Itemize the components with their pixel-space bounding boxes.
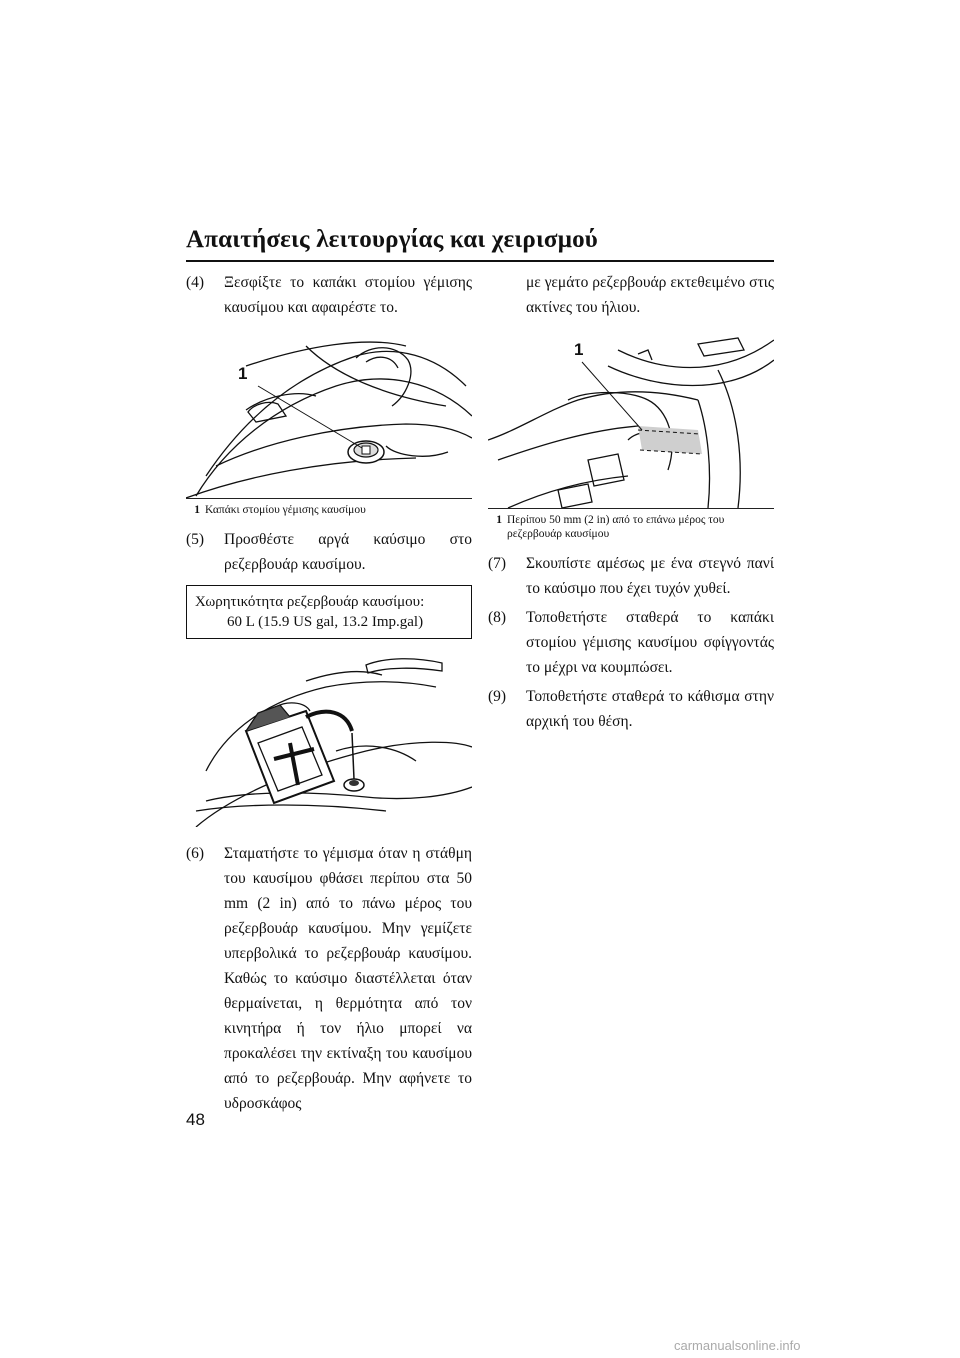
page-header [186,226,774,262]
step-text: Τοποθετήστε σταθερά το καπάκι στομίου γέμισης καυσίμου σφίγγοντάς το μέχρι να κουμπώσει. [526,609,774,676]
fuel-level-drawing [488,330,774,508]
step-number: (9) [488,688,507,705]
right-column [488,270,774,738]
header-rule [186,260,774,262]
left-column [186,270,472,1120]
step-5 [186,527,472,577]
footer-watermark[interactable]: carmanualsonline.info [674,1338,801,1353]
step-number: (8) [488,609,507,626]
step-number: (7) [488,555,507,572]
caption-text: Περίπου 50 mm (2 in) από το επάνω μέρος του ρεζερβουάρ καυσίμου [507,514,725,540]
page-title: Απαιτήσεις λειτουργίας και χειρισμού [186,226,598,253]
step-text: Τοποθετήστε σταθερά το κάθισμα στην αρχική του θέση. [526,688,774,730]
caption-text: Καπάκι στομίου γέμισης καυσίμου [205,504,366,516]
page-number: 48 [186,1110,205,1129]
caption-number: 1 [496,514,502,526]
step-text: Ξεσφίξτε το καπάκι στομίου γέμισης καυσίμου και αφαιρέστε το. [224,274,472,316]
step-text: Σκουπίστε αμέσως με ένα στεγνό πανί το καύσιμο που έχει τυχόν χυθεί. [526,555,774,597]
step-text: Προσθέστε αργά καύσιμο στο ρεζερβουάρ καυσίμου. [224,531,472,573]
fuel-cap-illustration [186,326,472,499]
step-6-continued: με γεμάτο ρεζερβουάρ εκτεθειμένο στις ακτίνες του ήλιου. [526,274,774,316]
refueling-illustration [186,651,472,827]
figure-callout: 1 [238,364,248,383]
step-6 [186,841,472,1116]
step-text: Σταματήστε το γέμισμα όταν η στάθμη του καυσίμου φθάσει περίπου στα 50 mm (2 in) από το πάνω μέρος του ρεζερβουάρ καυσίμου. Μην γεμίζετε υπερβολικά το ρεζερβουάρ καυσίμου. Καθώς το καύσιμο διαστέλλεται όταν θερμαίνεται, η θερμότητα από τον κινητήρα ή τον ήλιο μπορεί να προκαλέσει την εκτίναξη του καυσίμου από το ρεζερβουάρ. Μην αφήνετε το υδροσκάφος [224,845,472,1112]
step-7 [488,551,774,601]
refueling-drawing [186,651,472,827]
step-8 [488,605,774,680]
figure-caption [186,503,472,517]
step-4 [186,270,472,320]
figure-callout: 1 [574,340,584,359]
step-number: (4) [186,274,205,291]
fuel-level-illustration [488,330,774,509]
step-9 [488,684,774,734]
fuel-cap-drawing [186,326,472,498]
fuel-capacity-spec-box [186,585,472,639]
spec-label: Χωρητικότητα ρεζερβουάρ καυσίμου: [195,594,425,610]
figure-caption [488,513,774,541]
caption-number: 1 [194,504,200,516]
spec-value: 60 L (15.9 US gal, 13.2 Imp.gal) [227,614,424,630]
step-number: (6) [186,845,205,862]
step-number: (5) [186,531,205,548]
